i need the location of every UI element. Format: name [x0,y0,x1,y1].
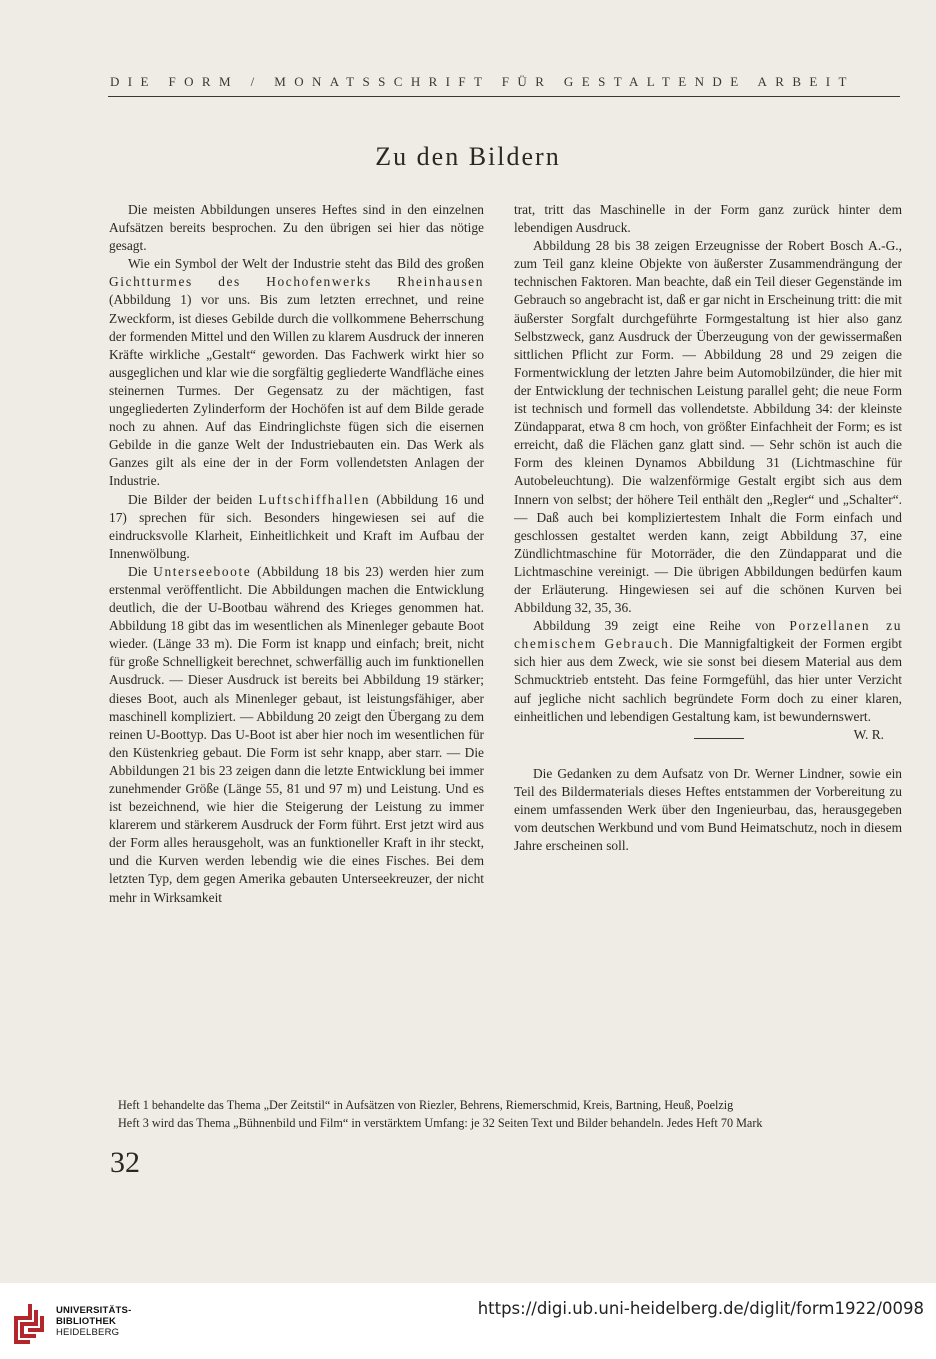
closing-note: Die Gedanken zu dem Aufsatz von Dr. Werner Lindner, sowie ein Teil des Bildermaterials dieses Heftes entstammen der Vorbereitung zu einem umfassenden Werk über den Ingenieurbau, das, herausgegeben vom deutschen Werkbund und vom Bund Heimatschutz, noch in diesem Jahre erscheinen soll. [514,765,902,854]
paragraph: Die Bilder der beiden Luftschiffhallen (Abbildung 16 und 17) sprechen für sich. Besonders hingewiesen sei auf die eindrucksvolle Klarheit, Einheitlichkeit und Kraft im Aufbau der Innenwölbung. [109,491,484,561]
running-head: DIE FORM / MONATSSCHRIFT FÜR GESTALTENDE ARBEIT [110,74,855,89]
paragraph: Die meisten Abbildungen unseres Heftes sind in den einzelnen Aufsätzen bereits besprochen. Zu den übrigen sei hier das nötige gesagt. [109,202,484,254]
library-name: UNIVERSITÄTS- BIBLIOTHEK HEIDELBERG [56,1305,132,1338]
viewer-footer [0,1283,936,1359]
article-title: Zu den Bildern [375,142,561,171]
page-number: 32 [110,1146,140,1179]
paragraph: Wie ein Symbol der Welt der Industrie steht das Bild des großen Gichtturmes des Hochofenwerks Rheinhausen (Abbildung 1) vor uns. Bis zum letzten errechnet, und reine Zweckform, ist dieses Gebilde durch die vollkommene Beherrschung der formenden Mittel und den Willen zu klarem Ausdruck der inneren Kräfte wirkliche „Gestalt“ geworden. Das Fachwerk wirkt hier so ausgeglichen und klar wie die sorgfältig gegliederte Wandfläche eines steinernen Turmes. Der Gegensatz zu der mächtigen, fast ungegliederten Zylinderform der Hochöfen ist auf dem Bilde gerade noch zu ahnen. Auf das Eindringlichste fügen sich die eisernen Gebilde in die ganze Welt der Industriebauten ein. Das Werk als Ganzes gilt als eine der in der Form vollendetsten Anlagen der Industrie. [109,256,484,489]
paragraph: Abbildung 39 zeigt eine Reihe von Porzellanen zu chemischem Gebrauch. Die Mannigfaltigkeit der Formen ergibt sich hier aus dem Zweck, wie sie sonst bei diesem Material aus dem Schmucktrieb entsteht. Das feine Formgefühl, das hier unter Verzicht auf jegliche nicht sachlich begründete Form doch zu einer klaren, einheitlichen und lebendigen Gestaltung kam, ist bewundernswert. [514,618,902,724]
left-column [109,201,484,907]
signature: W. R. [853,726,884,742]
paragraph: trat, tritt das Maschinelle in der Form ganz zurück hinter dem lebendigen Ausdruck. [514,202,902,236]
source-url-link[interactable]: https://digi.ub.uni-heidelberg.de/diglit/form1922/0098 [477,1299,924,1318]
footnote-line: Heft 3 wird das Thema „Bühnenbild und Film“ in verstärktem Umfang: je 32 Seiten Text und Bilder behandeln. Jedes Heft 70 Mark [118,1116,763,1130]
section-divider [694,738,744,739]
library-logo-icon [12,1302,48,1344]
footnote-line: Heft 1 behandelte das Thema „Der Zeitstil“ in Aufsätzen von Riezler, Behrens, Riemerschmid, Kreis, Bartning, Heuß, Poelzig [118,1098,734,1112]
paragraph: Die Unterseeboote (Abbildung 18 bis 23) werden hier zum erstenmal veröffentlicht. Die Abbildungen machen die Entwicklung deutlich, die der U-Bootbau während des Krieges genommen hat. Abbildung 18 gibt das im wesentlichen als Minenleger gebaute Boot wieder. (Länge 33 m). Die Form ist knapp und einfach; breit, nicht für große Schnelligkeit berechnet, schwerfällig auch im funktionellen Ausdruck. — Dieser Ausdruck ist bereits bei Abbildung 19 stärker; dieses Boot, auch als Minenleger gebaut, ist leistungsfähiger, aber maschinell kompliziert. — Abbildung 20 zeigt den Übergang zu dem reinen U-Boottyp. Das U-Boot ist aber hier noch im wesentlichen für den Küstenkrieg gebaut. Die Form ist sehr knapp, aber starr. — Die Abbildungen 21 bis 23 zeigen dann die letzte Entwicklung bei immer zunehmender Größe (Länge 55, 81 und 97 m) und Leistung. Und es ist bezeichnend, wie hier die Steigerung der Leistung zu immer klarerem und stärkerem Ausdruck der Form führt. Erst jetzt wird aus der Form alles herausgeholt, was an funktioneller Kraft in ihr steckt, und die Kurven werden lebendig wie die eines Fisches. Bei dem letzten Typ, dem gegen Amerika gebauten Unterseekreuzer, der nicht mehr in Wirksamkeit [109,563,484,905]
paragraph: Abbildung 28 bis 38 zeigen Erzeugnisse der Robert Bosch A.-G., zum Teil ganz kleine Objekte von äußerster Zusammendrängung der technischen Faktoren. Man beachte, daß ein Teil dieser Gegenstände im Gebrauch so angebracht ist, daß er gar nicht in Erscheinung tritt: die mit äußerster Sorgfalt durchgeführte Formgestaltung ist hier also ganz Selbstzweck, ganz Ausdruck der Überzeugung von der gewissermaßen sittlichen Pflicht zur Form. — Abbildung 28 und 29 zeigen die Formentwicklung der letzten Jahre beim Automobilzünder, die hier mit der Entwicklung der technischen Leistung parallel geht; die neue Form ist technisch und formell das vollendetste. Abbildung 34: der kleinste Zündapparat, etwa 8 cm hoch, von größter Einfachheit der Form; es ist erreicht, daß die Flächen ganz glatt sind. — Sehr schön ist auch die Form des kleinen Dynamos Abbildung 31 (Lichtmaschine für Autobeleuchtung). Die walzenförmige Gestalt ergibt sich aus dem Innern von selbst; der höhere Teil enthält den „Regler“ und „Schalter“. — Daß auch bei kompliziertestem Inhalt die Form einfach und geschlossen gestaltet werden kann, zeigt Abbildung 37, eine Zündlichtmaschine für Motorräder, die den Zündapparat und die Lichtmaschine vereinigt. — Die übrigen Abbildungen bedürfen kaum der Erläuterung. Hingewiesen sei auf die schönen Kurven bei Abbildung 32, 35, 36. [514,238,902,616]
header-rule [108,96,900,97]
right-column [514,201,902,855]
footnotes [118,1096,898,1132]
